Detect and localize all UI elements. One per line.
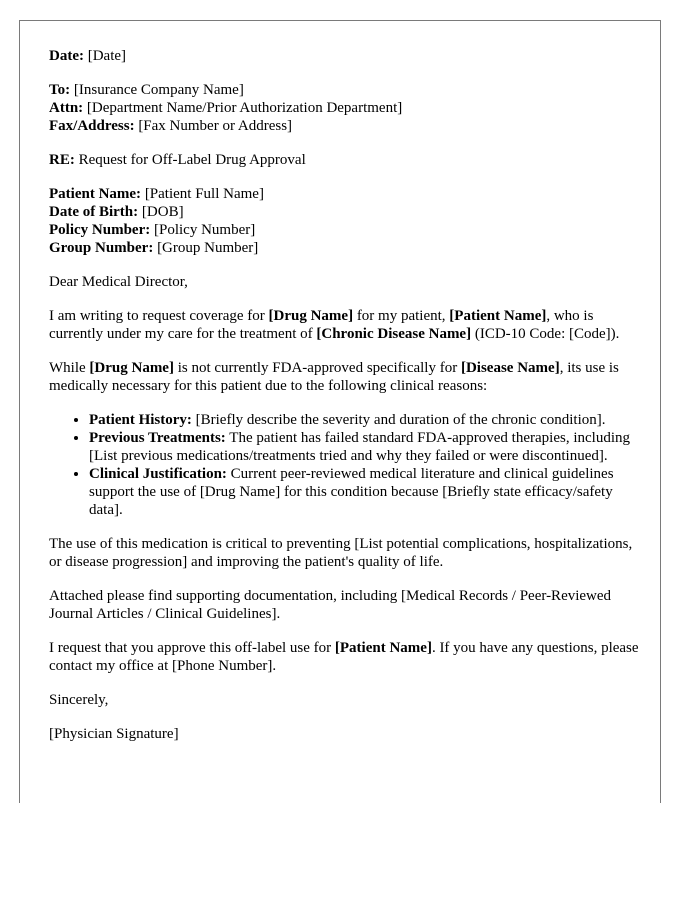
p1-text-3: , who is currently under my care for the treatment of (49, 308, 594, 342)
date-value: [Date] (87, 48, 127, 64)
patient-name-label: Patient Name: (49, 186, 142, 202)
fax-label: Fax/Address: (49, 118, 135, 134)
fax-line (49, 117, 645, 135)
re-label: RE: (49, 152, 75, 168)
dob-value: [DOB] (141, 204, 184, 220)
paragraph-necessity (49, 359, 645, 395)
p1-text-2: for my patient, (353, 308, 450, 324)
patient-name-value: [Patient Full Name] (144, 186, 264, 202)
reason-text: Current peer-reviewed medical literature and clinical guidelines support the use of [Drug Name] for this condition because [Briefly state efficacy/safety data]. (89, 466, 614, 518)
reason-item-clinical-justification (89, 465, 645, 519)
physician-signature: [Physician Signature] (49, 726, 179, 742)
paragraph-critical-use: The use of this medication is critical to preventing [List potential complications, hospitalizations, or disease progression] and improving the patient's quality of life. (49, 536, 633, 570)
policy-value: [Policy Number] (153, 222, 256, 238)
group-line (49, 239, 645, 257)
letter-page (19, 20, 661, 803)
fax-value: [Fax Number or Address] (138, 118, 293, 134)
letter-body (49, 47, 645, 759)
re-value: Request for Off-Label Drug Approval (78, 152, 306, 168)
p5-patient-name: [Patient Name] (334, 640, 432, 656)
paragraph-request (49, 307, 645, 343)
salutation: Dear Medical Director, (49, 274, 188, 290)
to-label: To: (49, 82, 71, 98)
p2-text-1: While (49, 360, 90, 376)
reason-label: Patient History: (89, 412, 192, 428)
reason-text: The patient has failed standard FDA-approved therapies, including [List previous medications/treatments tried and why they failed or were discontinued]. (89, 430, 630, 464)
reason-item-patient-history (89, 411, 645, 429)
paragraph-approval-request (49, 639, 645, 675)
policy-line (49, 221, 645, 239)
paragraph-attachments: Attached please find supporting documentation, including [Medical Records / Peer-Reviewed Journal Articles / Clinical Guidelines]. (49, 588, 612, 622)
p1-disease-name: [Chronic Disease Name] (316, 326, 472, 342)
p5-text-2: . If you have any questions, please contact my office at [Phone Number]. (49, 640, 639, 674)
p2-text-3: , its use is medically necessary for this patient due to the following clinical reasons: (49, 360, 619, 394)
reason-label: Previous Treatments: (89, 430, 226, 446)
attn-label: Attn: (49, 100, 84, 116)
p5-text-1: I request that you approve this off-label use for (49, 640, 335, 656)
to-value: [Insurance Company Name] (73, 82, 244, 98)
p1-drug-name: [Drug Name] (268, 308, 354, 324)
date-label: Date: (49, 48, 84, 64)
subject-line (49, 151, 645, 169)
recipient-block (49, 81, 645, 135)
policy-label: Policy Number: (49, 222, 151, 238)
clinical-reasons-list (49, 411, 645, 519)
p1-patient-name: [Patient Name] (449, 308, 547, 324)
group-label: Group Number: (49, 240, 154, 256)
date-line (49, 47, 645, 65)
p1-text-4: (ICD-10 Code: [Code]). (471, 326, 620, 342)
p2-drug-name: [Drug Name] (89, 360, 174, 376)
reason-label: Clinical Justification: (89, 466, 227, 482)
dob-line (49, 203, 645, 221)
closing: Sincerely, (49, 692, 109, 708)
patient-info-block (49, 185, 645, 257)
p1-text-1: I am writing to request coverage for (49, 308, 269, 324)
p2-disease-name: [Disease Name] (460, 360, 560, 376)
patient-name-line (49, 185, 645, 203)
group-value: [Group Number] (157, 240, 259, 256)
reason-item-previous-treatments (89, 429, 645, 465)
dob-label: Date of Birth: (49, 204, 139, 220)
attn-value: [Department Name/Prior Authorization Department] (86, 100, 403, 116)
to-line (49, 81, 645, 99)
reason-text: [Briefly describe the severity and duration of the chronic condition]. (191, 412, 606, 428)
p2-text-2: is not currently FDA-approved specifically for (173, 360, 461, 376)
attn-line (49, 99, 645, 117)
